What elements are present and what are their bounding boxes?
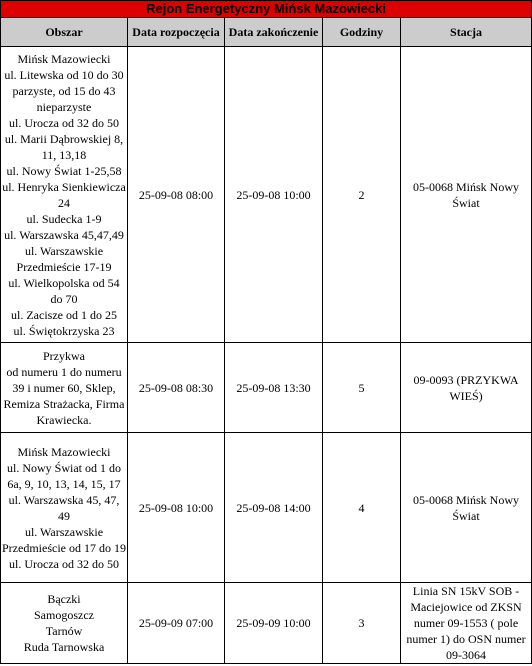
area-cell: Bączki Samogoszcz Tarnów Ruda Tarnowska — [1, 583, 128, 664]
end-cell: 25-09-08 13:30 — [225, 343, 323, 433]
station-cell: 05-0068 Mińsk Nowy Świat — [401, 433, 532, 583]
hours-cell: 4 — [323, 433, 401, 583]
column-header-start: Data rozpoczęcia — [128, 18, 225, 47]
column-header-area: Obszar — [1, 18, 128, 47]
end-cell: 25-09-08 14:00 — [225, 433, 323, 583]
column-header-hours: Godziny — [323, 18, 401, 47]
area-cell: Mińsk Mazowiecki ul. Nowy Świat od 1 do 6a, 9, 10, 13, 14, 15, 17 ul. Warszawska 45, 47, 49 ul. Warszawskie Przedmieście od 17 do 19 ul. Urocza od 32 do 50 — [1, 433, 128, 583]
table-title: Rejon Energetyczny Mińsk Mazowiecki — [1, 1, 532, 18]
area-cell: Mińsk Mazowiecki ul. Litewska od 10 do 30 parzyste, od 15 do 43 nieparzyste ul. Urocza od 32 do 50 ul. Marii Dąbrowskiej 8, 11, 13,18 ul. Nowy Świat 1-25,58 ul. Henryka Sienkiewicza 24 ul. Sudecka 1-9 ul. Warszawska 45,47,49 ul. Warszawskie Przedmieście 17-19 ul. Wielkopolska od 54 do 70 ul. Zacisze od 1 do 25 ul. Świętokrzyska 23 — [1, 47, 128, 343]
end-cell: 25-09-08 10:00 — [225, 47, 323, 343]
hours-cell: 3 — [323, 583, 401, 664]
header-row — [1, 18, 532, 47]
table-row — [1, 433, 532, 583]
column-header-end: Data zakończenie — [225, 18, 323, 47]
column-header-station: Stacja — [401, 18, 532, 47]
end-cell: 25-09-09 10:00 — [225, 583, 323, 664]
station-cell: 09-0093 (PRZYKWA WIEŚ) — [401, 343, 532, 433]
table-row — [1, 47, 532, 343]
table-row — [1, 343, 532, 433]
hours-cell: 2 — [323, 47, 401, 343]
area-cell: Przykwa od numeru 1 do numeru 39 i numer 60, Sklep, Remiza Strażacka, Firma Krawiecka. — [1, 343, 128, 433]
table-row — [1, 583, 532, 664]
station-cell: 05-0068 Mińsk Nowy Świat — [401, 47, 532, 343]
hours-cell: 5 — [323, 343, 401, 433]
title-row — [1, 1, 532, 18]
station-cell: Linia SN 15kV SOB - Maciejowice od ZKSN numer 09-1553 ( pole numer 1) do OSN numer 09-3064 — [401, 583, 532, 664]
start-cell: 25-09-08 08:00 — [128, 47, 225, 343]
start-cell: 25-09-09 07:00 — [128, 583, 225, 664]
start-cell: 25-09-08 10:00 — [128, 433, 225, 583]
start-cell: 25-09-08 08:30 — [128, 343, 225, 433]
